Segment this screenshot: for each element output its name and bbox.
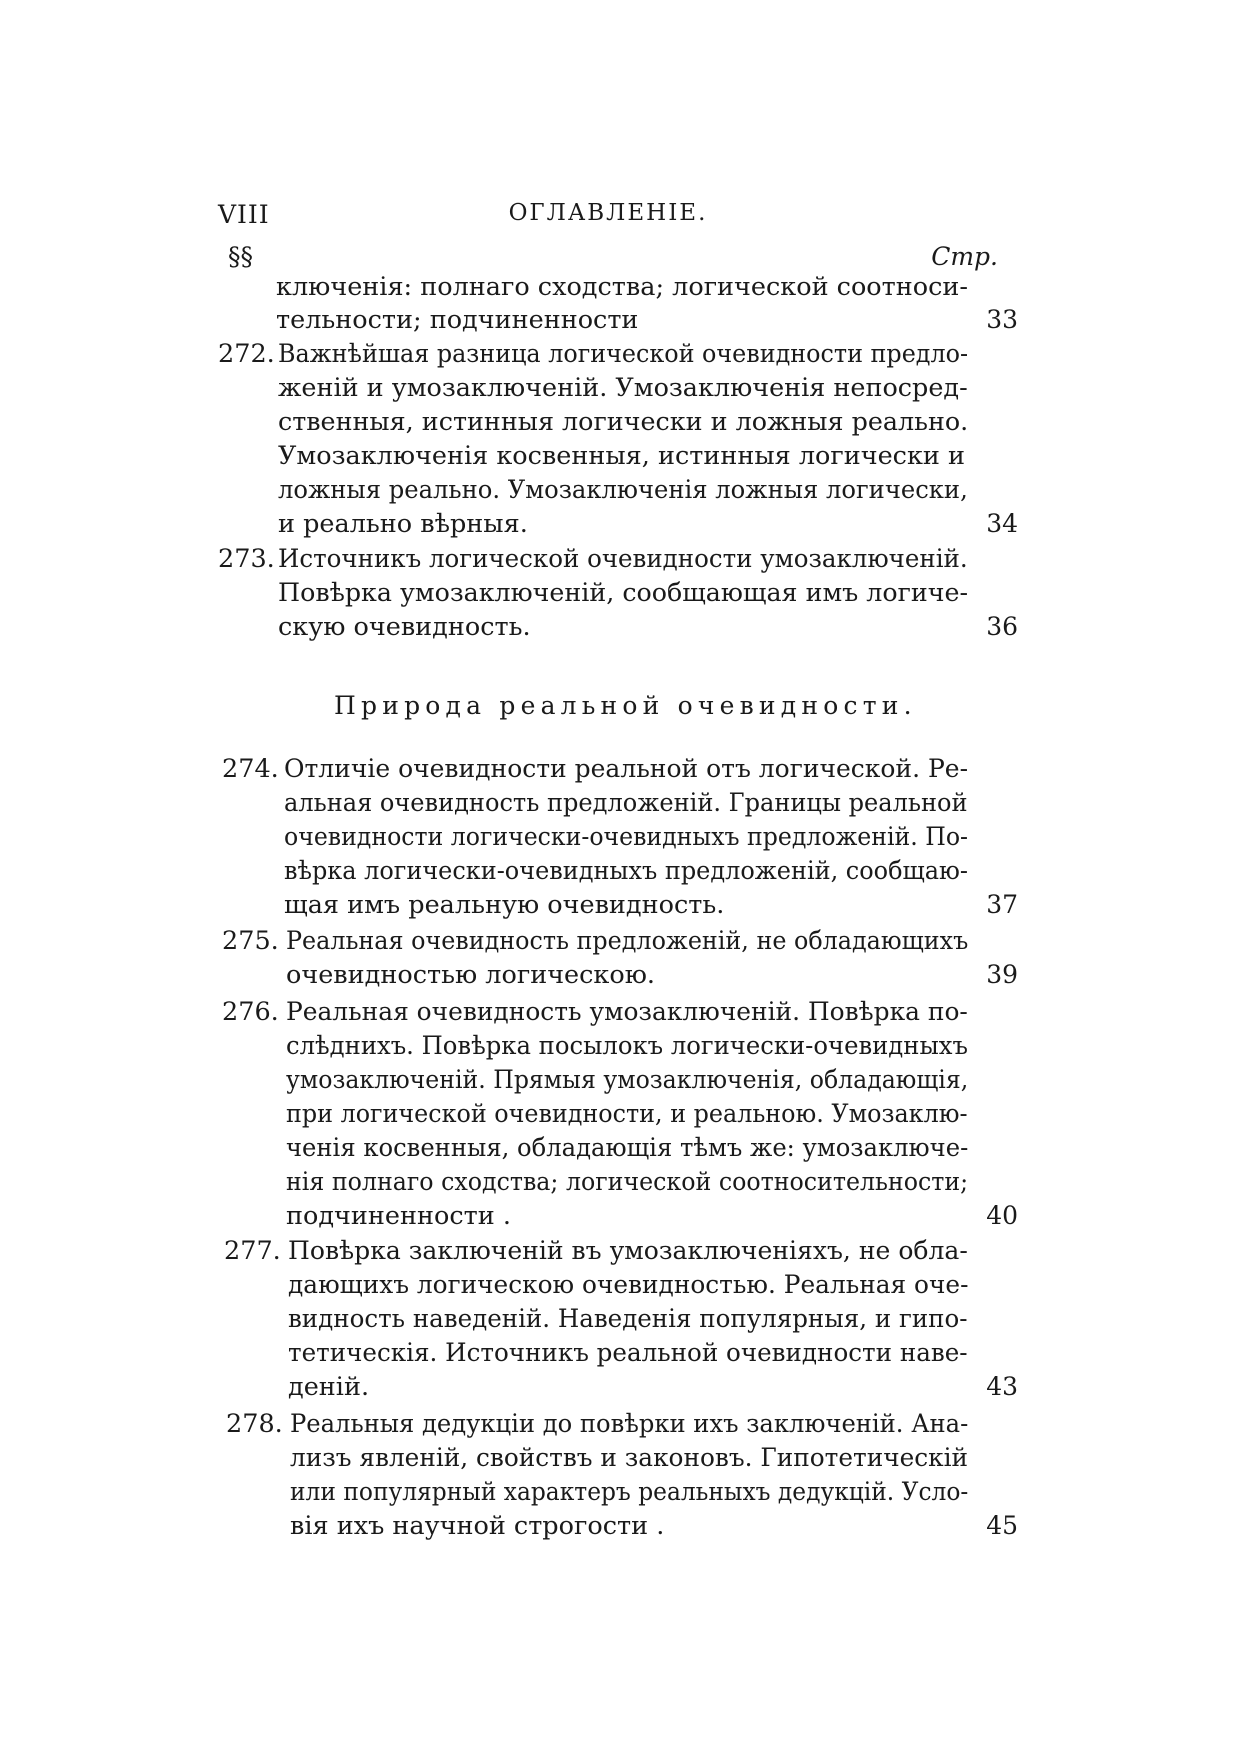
section-heading: Природа реальной очевидности. [334, 691, 917, 720]
entry-line: нія полнаго сходства; логической соотносительности; [286, 1167, 969, 1197]
entry-line: или популярный характеръ реальныхъ дедукцій. Усло- [290, 1477, 969, 1507]
entry-number: 276. [222, 997, 279, 1027]
entry-line: подчиненности . [286, 1201, 511, 1231]
entry-line: Реальная очевидность предложеній, не обладающихъ [286, 926, 969, 956]
entry-line: дающихъ логическою очевидностью. Реальная оче- [288, 1270, 969, 1300]
entry-number: 275. [222, 926, 279, 956]
entry-page-number: 36 [986, 612, 1018, 641]
entry-line: Реальныя дедукціи до повѣрки ихъ заключеній. Ана- [290, 1409, 969, 1439]
entry-line: вія ихъ научной строгости . [290, 1511, 665, 1541]
entry-line: ченія косвенныя, обладающія тѣмъ же: умозаключе- [286, 1133, 969, 1163]
entry-line: очевидностью логическою. [286, 960, 656, 990]
entry-line: Отличіе очевидности реальной отъ логической. Ре- [284, 754, 969, 784]
entry-line: щая имъ реальную очевидность. [284, 890, 725, 920]
entry-line: тетическія. Источникъ реальной очевидности наве- [288, 1338, 968, 1368]
entry-line: альная очевидность предложеній. Границы реальной [284, 788, 968, 818]
entry-line: ственныя, истинныя логически и ложныя реально. [278, 407, 969, 437]
entry-page-number: 34 [986, 509, 1018, 538]
entry-line: слѣднихъ. Повѣрка посылокъ логически-очевидныхъ [286, 1031, 968, 1061]
entry-line: очевидности логически-очевидныхъ предложеній. По- [284, 822, 969, 852]
entry-line: ложныя реально. Умозаключенія ложныя логически, [278, 475, 968, 505]
entry-page-number: 43 [986, 1372, 1018, 1401]
entry-line: Источникъ логической очевидности умозаключеній. [278, 544, 968, 574]
entry-line: Важнѣйшая разница логической очевидности предло- [278, 339, 969, 369]
running-title: ОГЛАВЛЕНІЕ. [508, 200, 708, 226]
entry-number: 278. [226, 1409, 283, 1439]
entry-page-number: 40 [986, 1201, 1018, 1230]
entry-page-number: 39 [986, 960, 1018, 989]
entry-line: тельности; подчиненности [276, 305, 639, 335]
entry-line: ключенія: полнаго сходства; логической соотноси- [276, 272, 969, 302]
entry-page-number: 45 [986, 1511, 1018, 1540]
entry-line: при логической очевидности, и реальною. Умозаклю- [286, 1099, 968, 1129]
entry-line: лизъ явленій, свойствъ и законовъ. Гипотетическій [290, 1443, 969, 1473]
entry-line: Повѣрка умозаключеній, сообщающая имъ логиче- [278, 578, 969, 608]
entry-line: Повѣрка заключеній въ умозаключеніяхъ, не обла- [288, 1236, 968, 1266]
entry-page-number: 33 [986, 305, 1018, 334]
entry-number: 277. [224, 1236, 281, 1266]
entry-number: 274. [222, 754, 279, 784]
entry-page-number: 37 [986, 890, 1018, 919]
entry-line: скую очевидность. [278, 612, 531, 642]
entry-line: видность наведеній. Наведенія популярныя, и гипо- [288, 1304, 968, 1334]
entry-line: Умозаключенія косвенныя, истинныя логически и [278, 441, 965, 471]
entry-number: 273. [218, 544, 275, 574]
page-column-label: Стр. [931, 242, 998, 271]
entry-line: деній. [288, 1372, 370, 1402]
page-number: VIII [218, 200, 270, 229]
section-sign-label: §§ [228, 242, 253, 271]
entry-line: женій и умозаключеній. Умозаключенія непосред- [278, 373, 968, 403]
entry-line: и реально вѣрныя. [278, 509, 528, 539]
page-header [218, 200, 998, 240]
entry-number: 272. [218, 339, 275, 369]
entry-line: вѣрка логически-очевидныхъ предложеній, сообщаю- [284, 856, 969, 886]
entry-line: умозаключеній. Прямыя умозаключенія, обладающія, [286, 1065, 969, 1095]
entry-line: Реальная очевидность умозаключеній. Повѣрка по- [286, 997, 968, 1027]
